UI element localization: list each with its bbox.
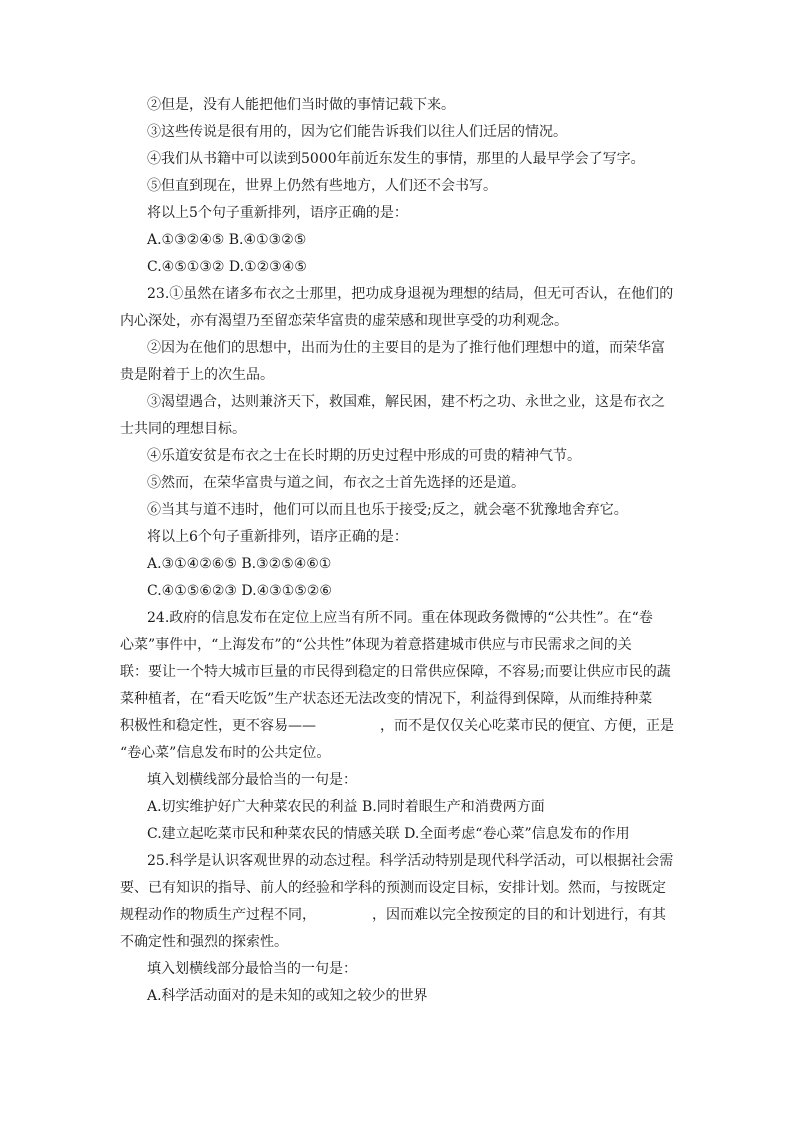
q25-line-3 (120, 902, 676, 929)
q25-option-a: A.科学活动面对的是未知的或知之较少的世界 (147, 988, 428, 1004)
q23-sentence-5: ⑤然而，在荣华富贵与道之间，布衣之士首先选择的还是道。 (147, 475, 525, 491)
q23-sentence-4: ④乐道安贫是布衣之士在长时期的历史过程中形成的可贵的精神气节。 (147, 448, 581, 464)
q23-sentence-6: ⑥当其与道不违时，他们可以而且也乐于接受;反之，就会毫不犹豫地舍弃它。 (147, 502, 628, 518)
q22-options-ab: A.①③②④⑤ B.④①③②⑤ (147, 232, 307, 248)
q23-options-cd: C.④①⑤⑥②③ D.④③①⑤②⑥ (147, 583, 332, 599)
q24-line-4: 菜种植者，在“看天吃饭”生产状态还无法改变的情况下，利益得到保障，从而维持种菜 (120, 691, 653, 707)
q22-options-cd: C.④⑤①③② D.①②③④⑤ (147, 259, 307, 275)
q24-line-5-before-blank: 积极性和稳定性，更不容易—— (120, 718, 316, 734)
q23-sentence-2-cont: 贵是附着于上的次生品。 (120, 367, 274, 383)
q25-prompt: 填入划横线部分最恰当的一句是： (147, 961, 357, 977)
document-page (120, 92, 676, 1010)
q24-options-cd: C.建立起吃菜市民和种菜农民的情感关联 D.全面考虑“卷心菜”信息发布的作用 (147, 826, 630, 842)
q23-sentence-3: ③渴望遇合，达则兼济天下，救国难，解民困，建不朽之功、永世之业，这是布衣之 (147, 394, 665, 410)
q25-line-3-after-blank: ，因而难以完全按预定的目的和计划进行，有其 (372, 907, 666, 923)
q25-line-4: 不确定性和强烈的探索性。 (120, 934, 288, 950)
q23-prompt: 将以上6个句子重新排列，语序正确的是： (147, 529, 408, 545)
q22-sentence-2: ②但是，没有人能把他们当时做的事情记载下来。 (147, 97, 455, 113)
q22-sentence-3: ③这些传说是很有用的，因为它们能告诉我们以往人们迁居的情况。 (147, 124, 567, 140)
q25-line-3-before-blank: 规程动作的物质生产过程不同， (120, 907, 316, 923)
q22-prompt: 将以上5个句子重新排列，语序正确的是： (147, 205, 408, 221)
q25-line-2: 要、已有知识的指导、前人的经验和学科的预测而设定目标，安排计划。然而，与按既定 (120, 880, 666, 896)
q25-line-1: 25.科学是认识客观世界的动态过程。科学活动特别是现代科学活动，可以根据社会需 (147, 853, 674, 869)
q24-line-1: 24.政府的信息发布在定位上应当有所不同。重在体现政务微博的“公共性”。在“卷 (147, 610, 653, 626)
q24-prompt: 填入划横线部分最恰当的一句是： (147, 772, 357, 788)
q22-sentence-5: ⑤但直到现在，世界上仍然有些地方，人们还不会书写。 (147, 178, 497, 194)
q23-sentence-1: 23.①虽然在诸多布衣之士那里，把功成身退视为理想的结局，但无可否认，在他们的 (147, 286, 674, 302)
q23-sentence-2: ②因为在他们的思想中，出而为仕的主要目的是为了推行他们理想中的道，而荣华富 (147, 340, 665, 356)
q24-line-2: 心菜”事件中，“上海发布”的“公共性”体现为着意搭建城市供应与市民需求之间的关 (120, 637, 632, 653)
q22-sentence-4: ④我们从书籍中可以读到5000年前近东发生的事情，那里的人最早学会了写字。 (147, 151, 645, 167)
q23-sentence-3-cont: 士共同的理想目标。 (120, 421, 246, 437)
q24-line-3: 联：要让一个特大城市巨量的市民得到稳定的日常供应保障，不容易;而要让供应市民的蔬 (120, 664, 671, 680)
q24-line-5 (120, 713, 676, 740)
q23-options-ab: A.③①④②⑥⑤ B.③②⑤④⑥① (147, 556, 332, 572)
q24-options-ab: A.切实维护好广大种菜农民的利益 B.同时着眼生产和消费两方面 (147, 799, 545, 815)
q23-sentence-1-cont: 内心深处，亦有渴望乃至留恋荣华富贵的虚荣感和现世享受的功利观念。 (120, 313, 568, 329)
q24-line-6: “卷心菜”信息发布时的公共定位。 (120, 745, 331, 761)
q24-line-5-after-blank: ，而不是仅仅关心吃菜市民的便宜、方便，正是 (380, 718, 674, 734)
